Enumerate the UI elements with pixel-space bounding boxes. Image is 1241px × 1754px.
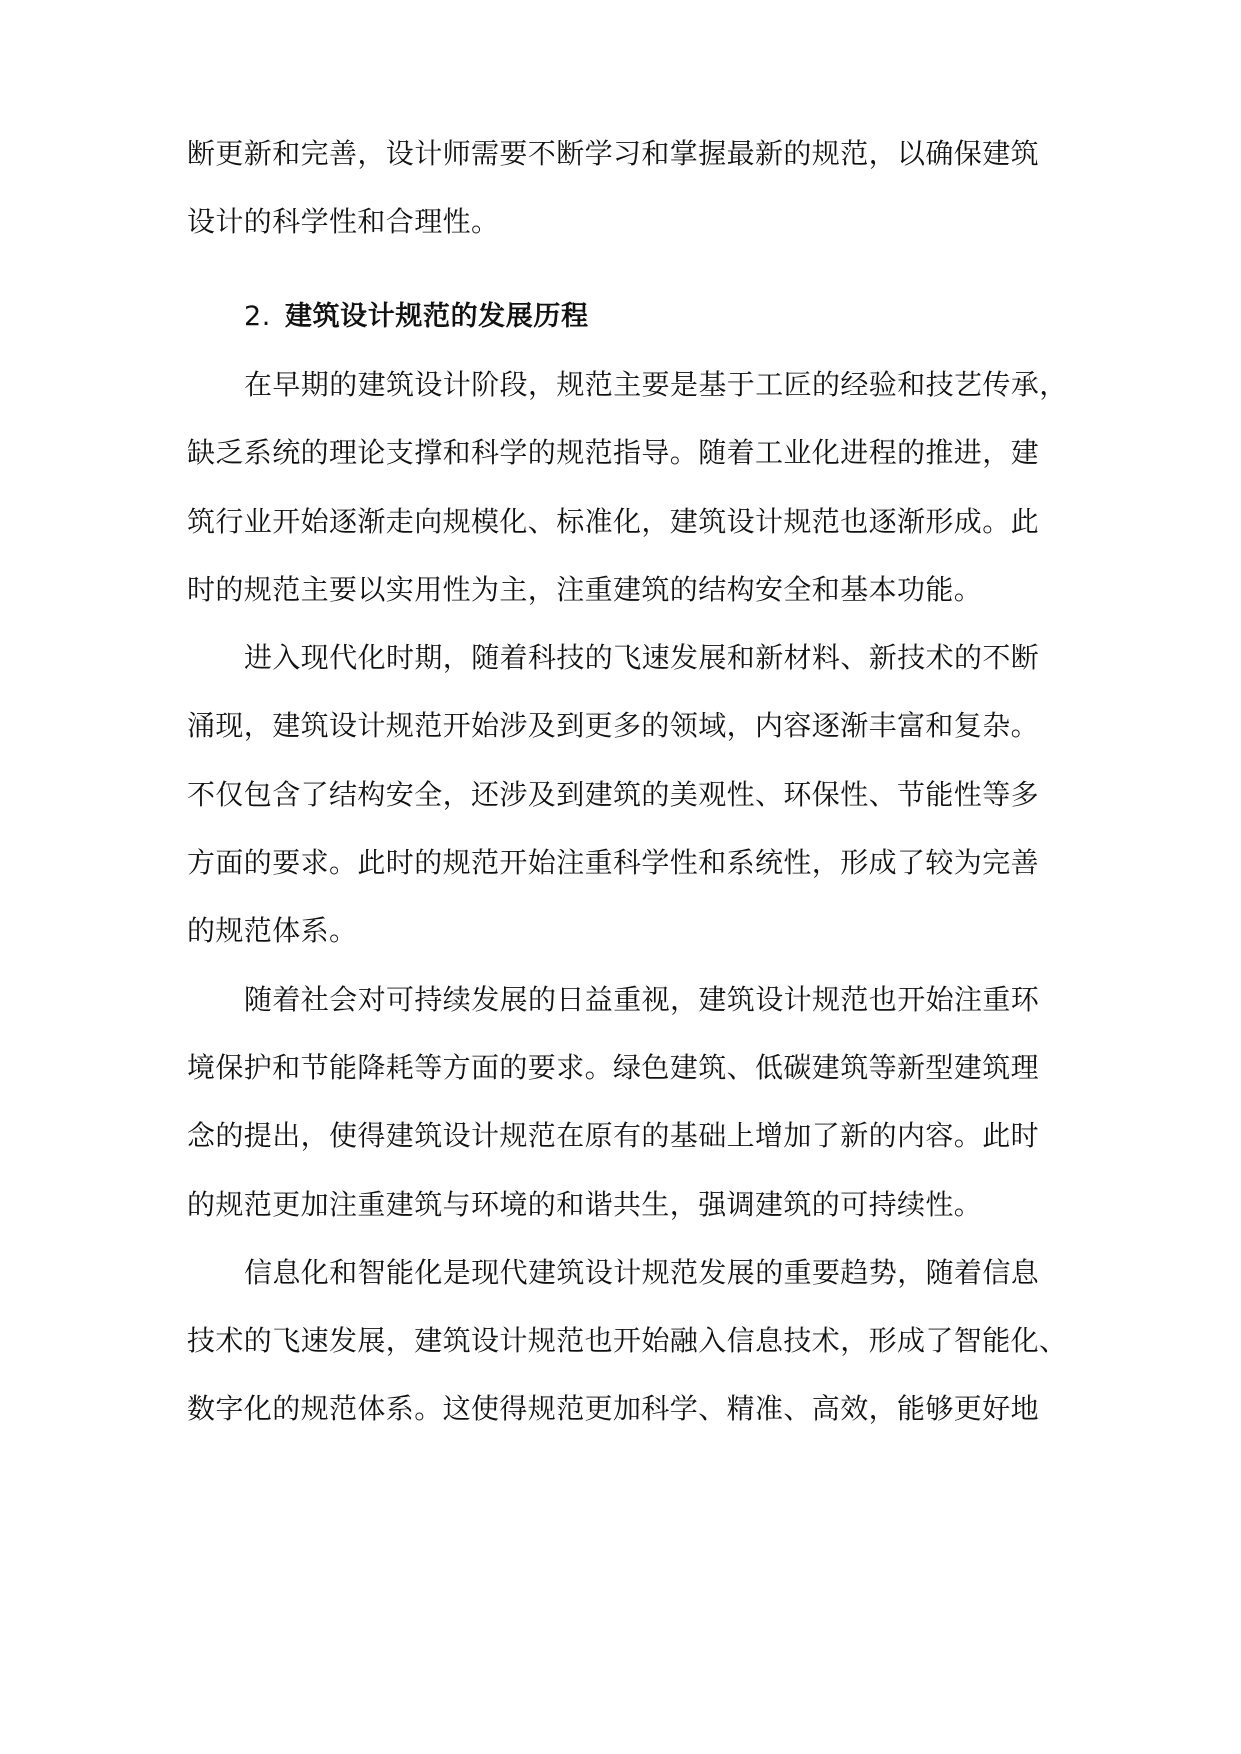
section-number: 2.	[244, 301, 271, 332]
text-line: 断更新和完善，设计师需要不断学习和掌握最新的规范，以确保建筑	[187, 137, 1040, 170]
paragraph-line: 境保护和节能降耗等方面的要求。绿色建筑、低碳建筑等新型建筑理	[187, 1051, 1040, 1084]
paragraph-line: 念的提出，使得建筑设计规范在原有的基础上增加了新的内容。此时	[187, 1119, 1040, 1152]
paragraph-line: 数字化的规范体系。这使得规范更加科学、精准、高效，能够更好地	[187, 1392, 1040, 1425]
paragraph-line: 筑行业开始逐渐走向规模化、标准化，建筑设计规范也逐渐形成。此	[187, 505, 1040, 538]
paragraph-line: 的规范更加注重建筑与环境的和谐共生，强调建筑的可持续性。	[187, 1188, 983, 1221]
text-line: 设计的科学性和合理性。	[187, 205, 500, 238]
paragraph-line: 在早期的建筑设计阶段，规范主要是基于工匠的经验和技艺传承，	[244, 368, 1068, 401]
paragraph-line: 进入现代化时期，随着科技的飞速发展和新材料、新技术的不断	[244, 641, 1040, 674]
paragraph-line: 缺乏系统的理论支撑和科学的规范指导。随着工业化进程的推进，建	[187, 436, 1040, 469]
paragraph-line: 方面的要求。此时的规范开始注重科学性和系统性，形成了较为完善	[187, 846, 1040, 879]
section-heading	[244, 297, 1047, 337]
paragraph-line: 信息化和智能化是现代建筑设计规范发展的重要趋势，随着信息	[244, 1256, 1040, 1289]
paragraph-line: 的规范体系。	[187, 914, 358, 947]
paragraph-line: 技术的飞速发展，建筑设计规范也开始融入信息技术，形成了智能化、	[187, 1324, 1068, 1357]
paragraph-line: 不仅包含了结构安全，还涉及到建筑的美观性、环保性、节能性等多	[187, 778, 1040, 811]
paragraph-line: 涌现，建筑设计规范开始涉及到更多的领域，内容逐渐丰富和复杂。	[187, 709, 1040, 742]
paragraph-line: 随着社会对可持续发展的日益重视，建筑设计规范也开始注重环	[244, 983, 1040, 1016]
paragraph-line: 时的规范主要以实用性为主，注重建筑的结构安全和基本功能。	[187, 573, 983, 606]
section-title: 建筑设计规范的发展历程	[284, 301, 589, 332]
